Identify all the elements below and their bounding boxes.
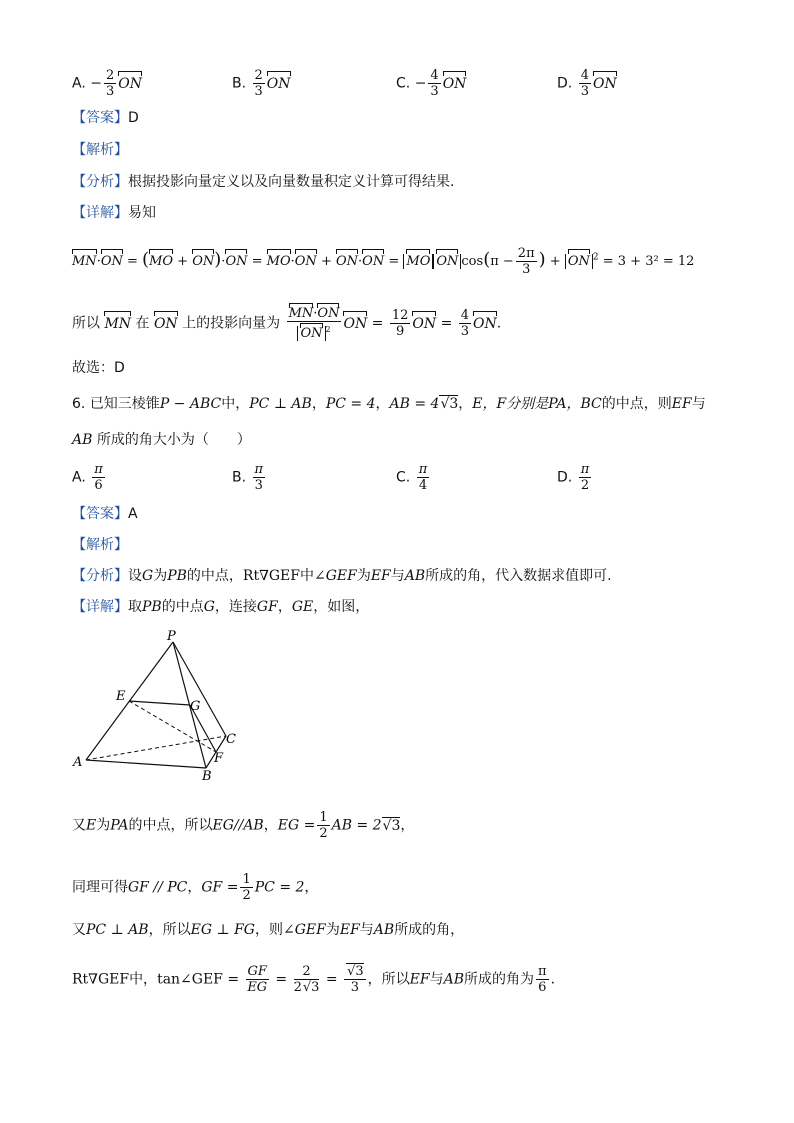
label-p: P	[167, 629, 176, 644]
q5-option-d: D. $\frac{4}{3}$ ON	[557, 68, 617, 99]
q6-line-perp: 又PC ⊥ AB，所以EG ⊥ FG，则∠GEF为EF与AB所成的角，	[72, 922, 465, 938]
label-a: A	[73, 755, 83, 770]
q6-option-c: C. $\frac{\pi}{4}$	[396, 462, 428, 493]
q5-option-a: A. − $\frac{2}{3}$ ON	[72, 68, 142, 99]
q5-option-c: C. − $\frac{4}{3}$ ON	[396, 68, 467, 99]
q6-stem-line2: AB 所成的角大小为（ ）	[72, 432, 251, 448]
q5-analysis-tag: 【解析】	[72, 142, 128, 158]
label-f: F	[214, 751, 224, 766]
label-e: E	[116, 689, 126, 704]
q5-xiangjie: 【详解】易知	[72, 205, 156, 221]
q6-option-d: D. $\frac{\pi}{2}$	[557, 462, 590, 493]
q6-analysis-tag: 【解析】	[72, 537, 128, 553]
edge-ab	[86, 760, 206, 768]
q6-line-eg: 又E为PA的中点，所以EG//AB，EG = $\frac{1}{2}$ AB = 2√3，	[72, 810, 415, 841]
q5-select: 故选：D	[72, 360, 125, 376]
tetrahedron-figure	[68, 626, 248, 786]
q6-stem-line1: 6. 已知三棱锥P − ABC中，PC ⊥ AB，PC = 4，AB = 4√3，E，F分别是PA，BC的中点，则EF与	[72, 396, 706, 412]
label-b: B	[202, 769, 212, 784]
segment-eg	[129, 701, 190, 705]
q5-equation-1: MN·ON = (MO + ON)·ON = MO·ON + ON·ON = MO ON cos(π − $\frac{2\pi}{3}$ ) + ON $^2$ = 3 + 3² = 12	[72, 246, 695, 277]
q6-answer: 【答案】A	[72, 506, 138, 522]
label-g: G	[190, 699, 201, 714]
edge-ac-hidden	[86, 736, 226, 760]
q6-fenxi: 【分析】设G为PB的中点，Rt∇GEF中∠GEF为EF与AB所成的角，代入数据求值即可.	[72, 568, 612, 584]
q6-line-tan: Rt∇GEF中，tan∠GEF = $\frac{GF}{EG}$ = $\frac{2}{2√3}$ = $\frac{√3}{3}$ ，所以EF与AB所成的角为 $\frac{\pi}{6}$ .	[72, 964, 556, 995]
q6-xiangjie: 【详解】取PB的中点G，连接GF，GE，如图，	[72, 599, 370, 615]
q6-option-b: B. $\frac{\pi}{3}$	[232, 462, 264, 493]
q5-option-b: B. $\frac{2}{3}$ ON	[232, 68, 291, 99]
q5-answer: 【答案】D	[72, 110, 139, 126]
q5-fenxi: 【分析】根据投影向量定义以及向量数量积定义计算可得结果.	[72, 174, 455, 190]
q6-option-a: A. $\frac{\pi}{6}$	[72, 462, 103, 493]
q6-line-gf: 同理可得GF // PC，GF = $\frac{1}{2}$ PC = 2，	[72, 872, 319, 903]
q5-projection: 所以 MN 在 ON 上的投影向量为 $\frac{MN\cdot ON}{ON ^2}$ ON = $\frac{12}{9}$ ON = $\frac{4}{3}$ ON.	[72, 306, 502, 342]
label-c: C	[226, 732, 236, 747]
segment-ef-hidden	[129, 701, 216, 752]
